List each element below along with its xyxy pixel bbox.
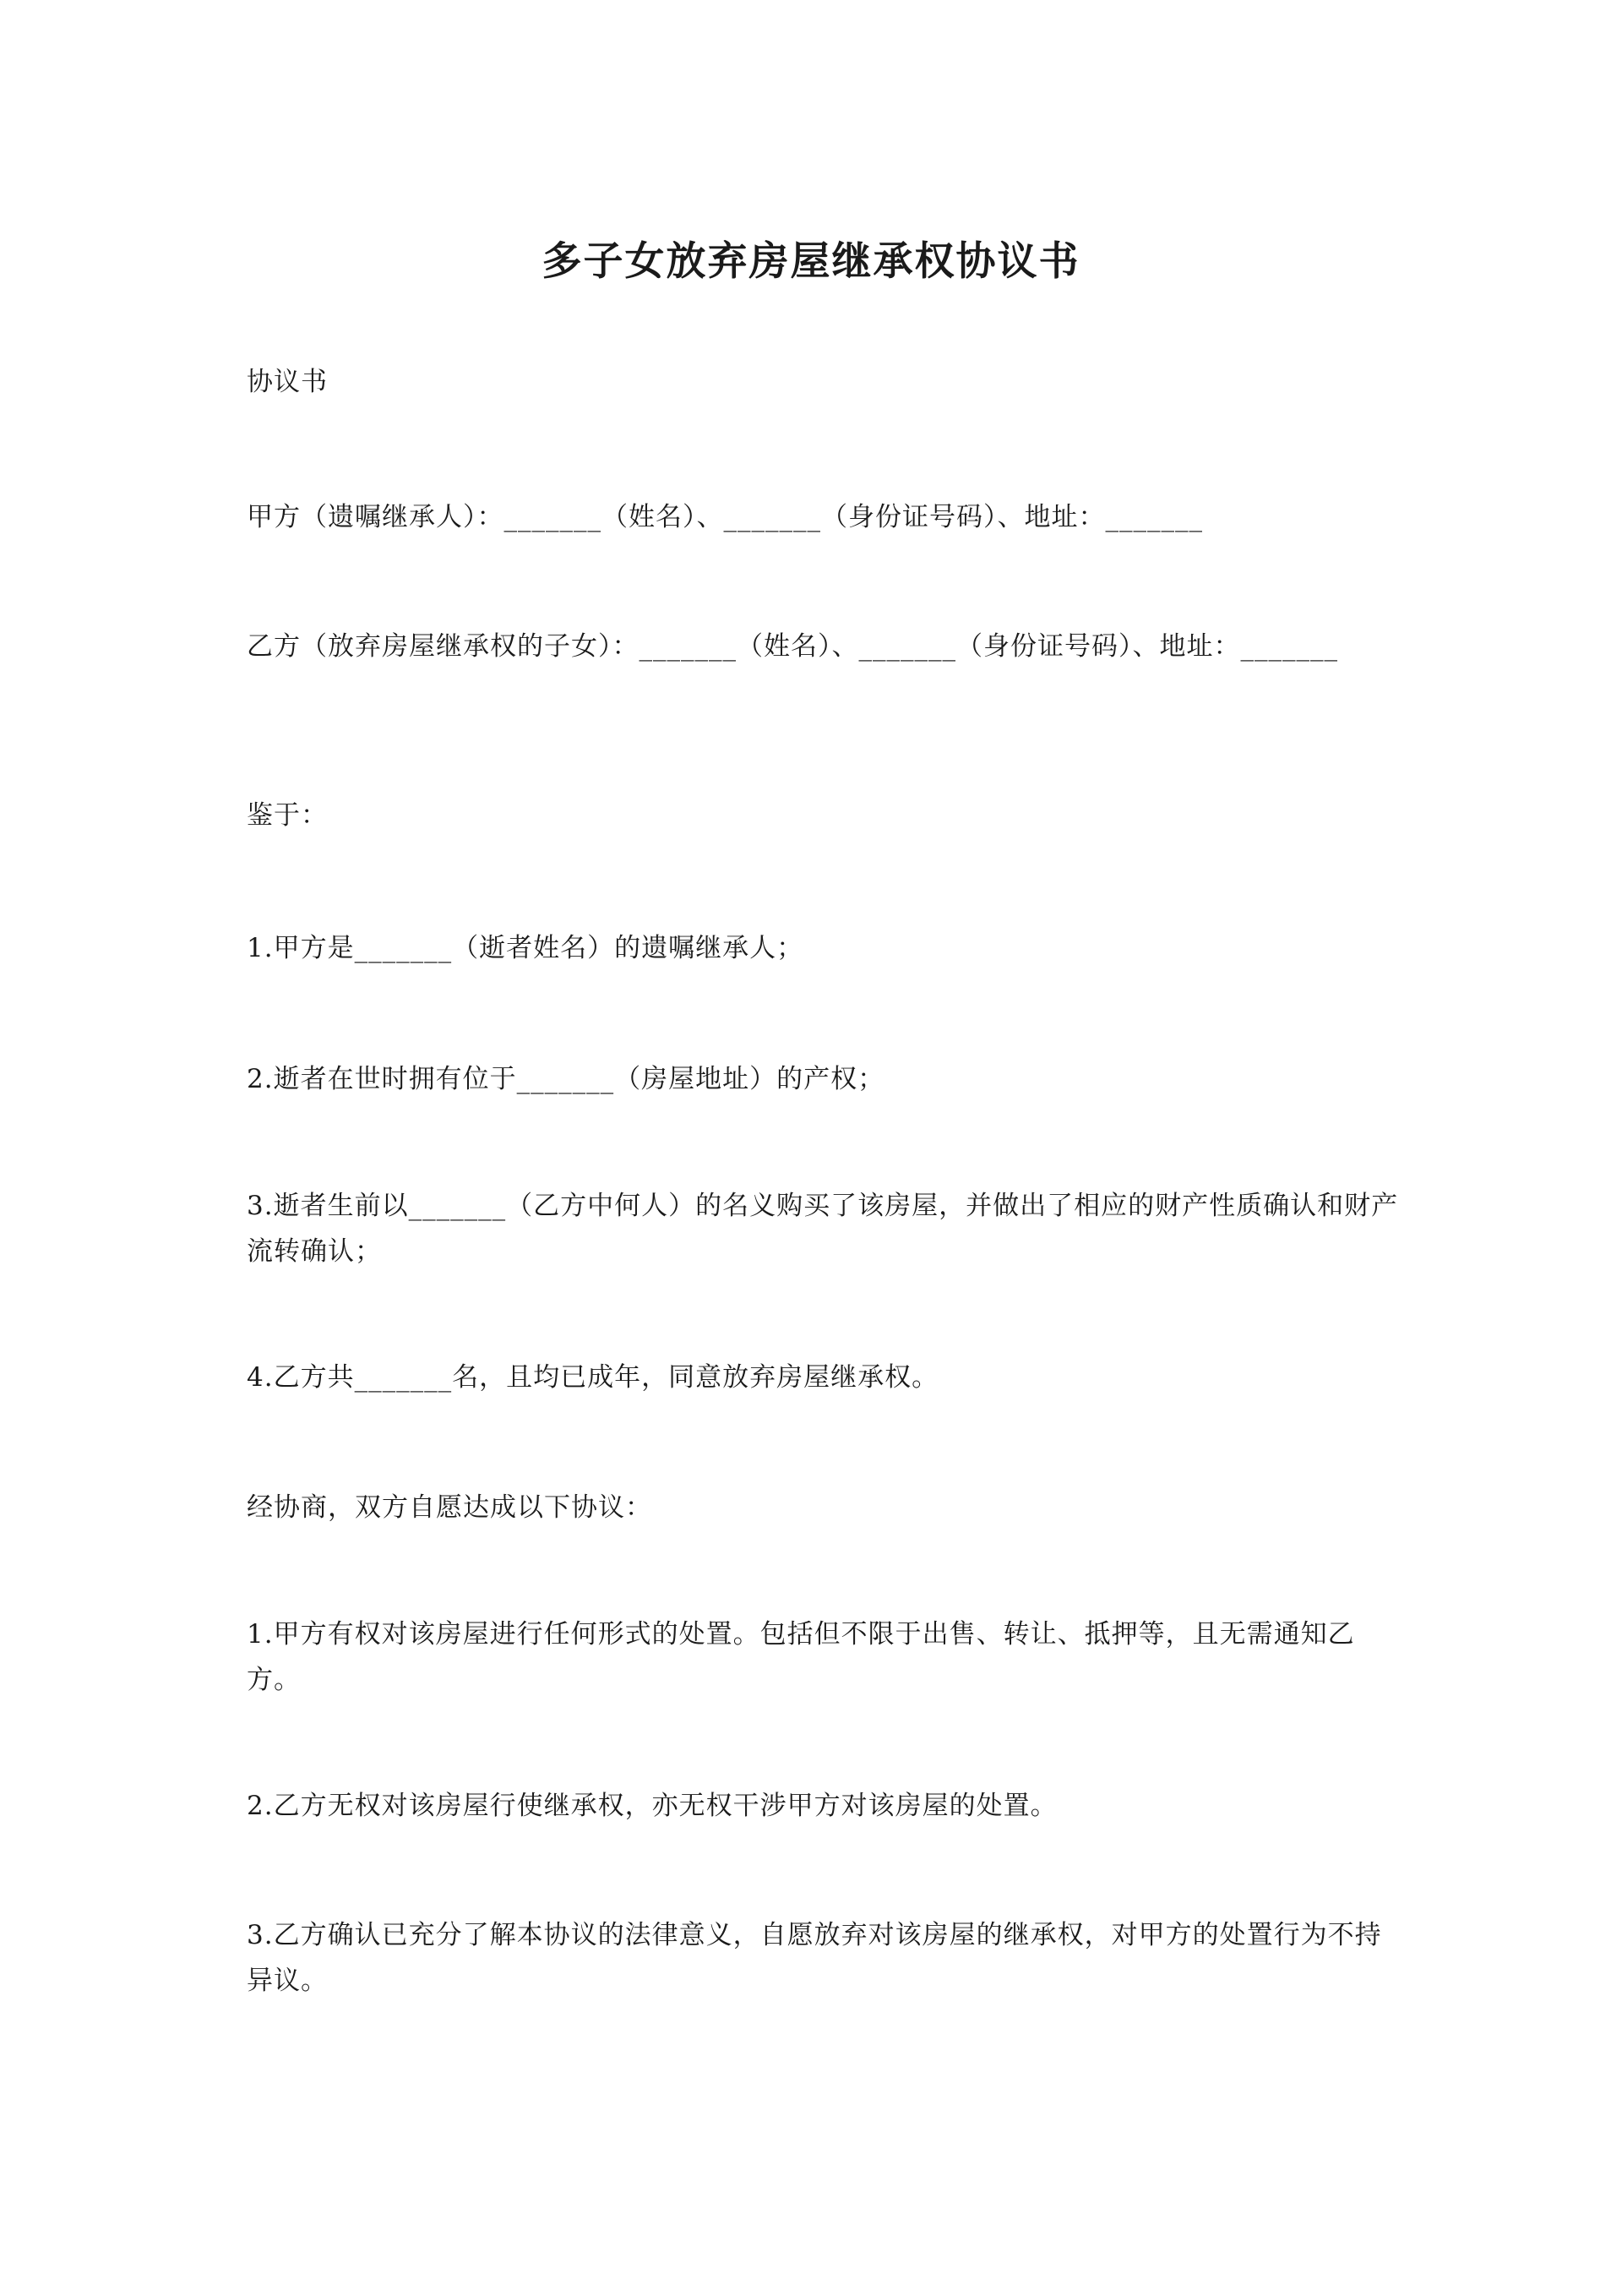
agreement-heading: 协议书 [247,367,328,397]
party-b-line: 乙方（放弃房屋继承权的子女）：_______（姓名）、_______（身份证号码）、地址：_______ [247,631,1338,662]
clause-2: 2.乙方无权对该房屋行使继承权，亦无权干涉甲方对该房屋的处置。 [247,1791,1058,1821]
clause-3: 3.乙方确认已充分了解本协议的法律意义，自愿放弃对该房屋的继承权，对甲方的处置行为不持异议。 [247,1920,1382,1996]
whereas-item-1: 1.甲方是_______（逝者姓名）的遗嘱继承人； [247,933,804,963]
clause-1: 1.甲方有权对该房屋进行任何形式的处置。包括但不限于出售、转让、抵押等，且无需通知乙方。 [247,1619,1355,1695]
party-a-line: 甲方（遗嘱继承人）：_______（姓名）、_______（身份证号码）、地址：_______ [247,502,1203,532]
whereas-item-3: 3.逝者生前以_______（乙方中何人）的名义购买了该房屋，并做出了相应的财产性质确认和财产流转确认； [247,1191,1399,1267]
document-title: 多子女放弃房屋继承权协议书 [542,238,1080,285]
whereas-item-2: 2.逝者在世时拥有位于_______（房屋地址）的产权； [247,1064,885,1094]
whereas-item-4: 4.乙方共_______名，且均已成年，同意放弃房屋继承权。 [247,1362,939,1393]
agreement-intro: 经协商，双方自愿达成以下协议： [247,1492,652,1523]
whereas-heading: 鉴于： [247,800,328,831]
